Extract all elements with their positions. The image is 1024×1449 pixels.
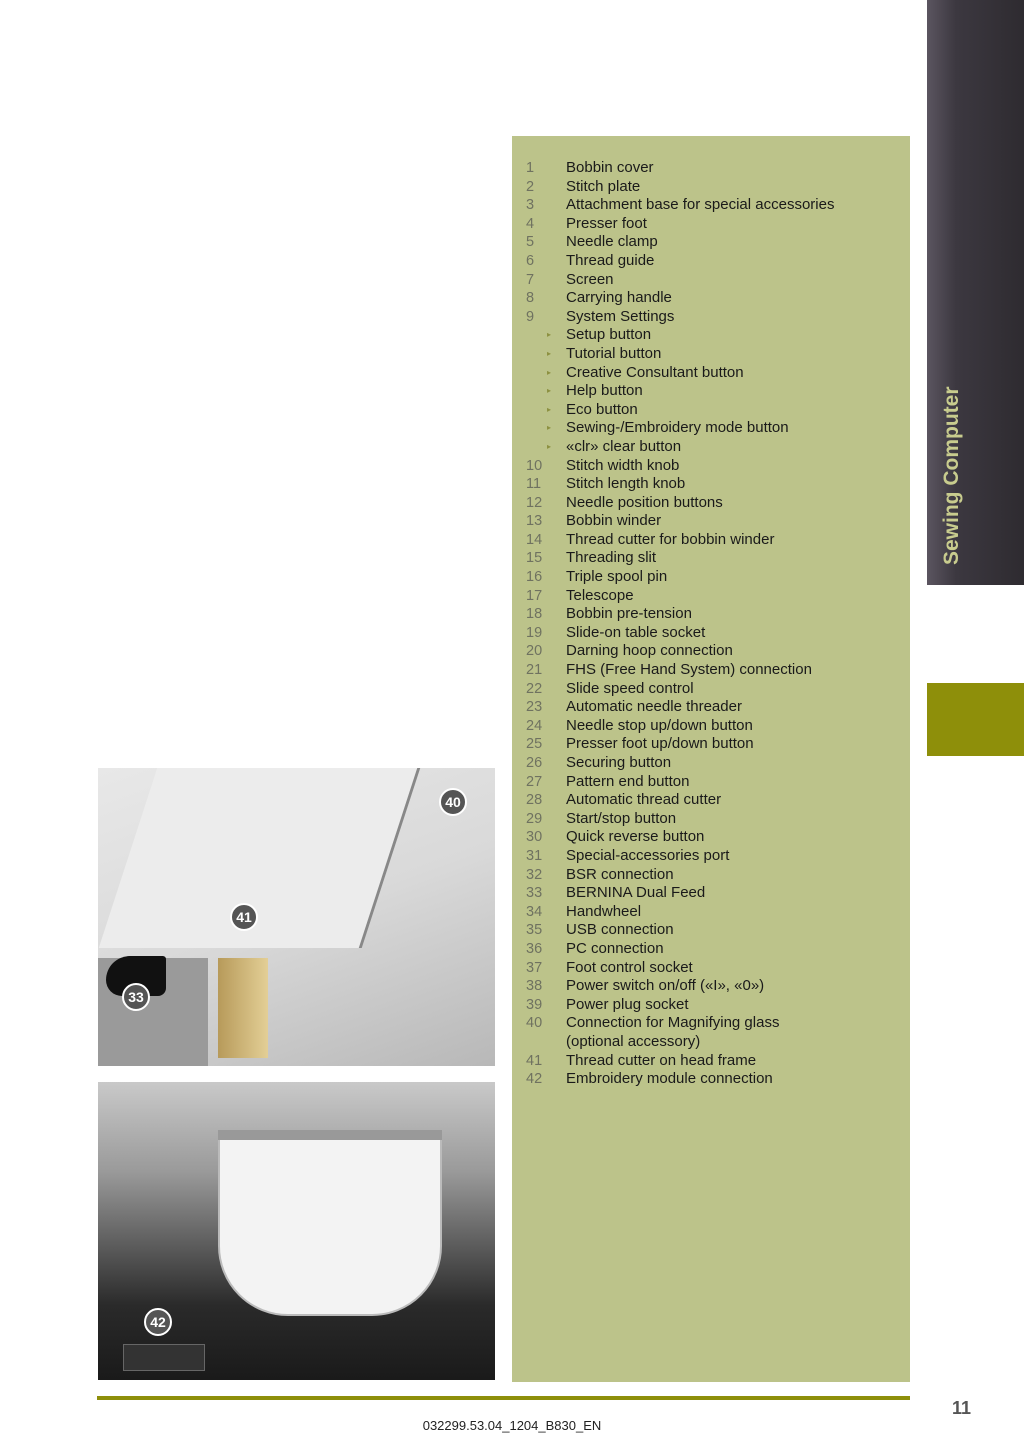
item-number: 21	[526, 662, 543, 679]
item-label: Embroidery module connection	[566, 1070, 773, 1088]
list-item	[526, 605, 910, 624]
item-number: 34	[526, 903, 543, 920]
list-item	[526, 438, 910, 457]
item-label: Power switch on/off («I», «0»)	[566, 977, 765, 995]
item-number: 2	[526, 178, 535, 195]
item-number: 13	[526, 513, 543, 530]
item-number: 26	[526, 755, 543, 771]
photo-machine-head	[98, 768, 495, 1066]
item-label: (optional accessory)	[566, 1032, 701, 1050]
item-number: 32	[526, 866, 543, 883]
list-item	[526, 326, 910, 345]
item-label: Eco button	[566, 400, 638, 418]
bullet-icon: ▸	[547, 348, 552, 358]
item-label: Triple spool pin	[566, 568, 668, 586]
callout-33: 33	[122, 983, 150, 1011]
list-item	[526, 624, 910, 643]
item-label: PC connection	[566, 939, 664, 957]
item-label: Darning hoop connection	[566, 642, 733, 660]
item-number: 3	[526, 197, 535, 214]
item-number: 36	[526, 940, 543, 957]
item-label: «clr» clear button	[566, 437, 682, 455]
item-label: Power plug socket	[566, 995, 689, 1013]
photo-embroidery-module	[98, 1082, 495, 1380]
list-item	[526, 680, 910, 699]
callout-42: 42	[144, 1308, 172, 1336]
item-label: Thread cutter on head frame	[566, 1051, 757, 1069]
list-item	[526, 1070, 910, 1089]
list-item	[526, 977, 910, 996]
item-number: 16	[526, 569, 543, 586]
item-number: 15	[526, 550, 543, 567]
list-item	[526, 921, 910, 940]
item-label: BSR connection	[566, 865, 674, 883]
bullet-icon: ▸	[547, 367, 552, 377]
list-item	[526, 791, 910, 810]
list-item	[526, 196, 910, 215]
item-label: USB connection	[566, 921, 674, 939]
item-label: Stitch plate	[566, 177, 641, 195]
item-label: Automatic needle threader	[566, 698, 742, 716]
item-number: 30	[526, 829, 543, 846]
list-item	[526, 717, 910, 736]
list-item	[526, 754, 910, 773]
callout-40: 40	[439, 788, 467, 816]
list-item	[526, 810, 910, 829]
item-number: 23	[526, 699, 543, 716]
item-number: 5	[526, 234, 535, 251]
list-item	[526, 289, 910, 308]
list-item	[526, 419, 910, 438]
item-number: 9	[526, 308, 535, 325]
list-item	[526, 178, 910, 197]
item-label: Sewing-/Embroidery mode button	[566, 419, 789, 437]
item-number: 25	[526, 736, 543, 753]
item-number: 10	[526, 457, 543, 474]
item-label: Bobbin cover	[566, 159, 654, 176]
item-number: 6	[526, 252, 535, 269]
item-label: Foot control socket	[566, 958, 693, 976]
list-item	[526, 345, 910, 364]
list-item	[526, 884, 910, 903]
page-number: 11	[952, 1398, 972, 1418]
list-item	[526, 457, 910, 476]
list-item	[526, 271, 910, 290]
item-number: 1	[526, 160, 535, 176]
list-item	[526, 847, 910, 866]
list-item	[526, 233, 910, 252]
list-item	[526, 401, 910, 420]
item-label: Presser foot up/down button	[566, 735, 754, 753]
list-item	[526, 996, 910, 1015]
item-label: Creative Consultant button	[566, 363, 744, 381]
item-label: Screen	[566, 270, 614, 288]
item-number: 29	[526, 810, 543, 827]
item-label: Special-accessories port	[566, 846, 730, 864]
item-label: Attachment base for special accessories	[566, 196, 835, 214]
list-item	[526, 308, 910, 327]
item-number: 39	[526, 996, 543, 1013]
item-number: 17	[526, 587, 543, 604]
item-number: 40	[526, 1015, 543, 1032]
item-label: BERNINA Dual Feed	[566, 884, 706, 902]
item-number: 7	[526, 271, 535, 288]
list-item	[526, 587, 910, 606]
list-item	[526, 661, 910, 680]
item-number: 12	[526, 494, 543, 511]
parts-list	[526, 159, 910, 1089]
item-label: Thread cutter for bobbin winder	[566, 530, 775, 548]
bullet-icon: ▸	[547, 404, 552, 414]
item-number: 41	[526, 1052, 543, 1069]
item-label: Tutorial button	[566, 344, 662, 362]
item-number: 27	[526, 773, 543, 790]
item-number: 14	[526, 531, 543, 548]
list-item	[526, 494, 910, 513]
list-item	[526, 828, 910, 847]
item-label: Help button	[566, 382, 643, 400]
item-number: 18	[526, 606, 543, 623]
list-item	[526, 903, 910, 922]
item-label: Automatic thread cutter	[566, 791, 722, 809]
list-item	[526, 959, 910, 978]
bullet-icon: ▸	[547, 423, 552, 433]
bullet-icon: ▸	[547, 386, 552, 396]
footer-rule	[97, 1396, 910, 1400]
item-number: 22	[526, 680, 543, 697]
item-label: Needle position buttons	[566, 493, 723, 511]
item-number: 8	[526, 290, 535, 307]
item-label: Handwheel	[566, 902, 642, 920]
item-label: Slide speed control	[566, 679, 694, 697]
section-tab-label: Sewing Computer	[940, 386, 963, 565]
item-label: Securing button	[566, 754, 672, 771]
item-label: Threading slit	[566, 549, 657, 567]
list-item	[526, 364, 910, 383]
parts-list-panel	[512, 136, 910, 1382]
item-label: Quick reverse button	[566, 828, 705, 846]
list-item	[526, 642, 910, 661]
item-label: Pattern end button	[566, 772, 690, 790]
list-item	[526, 698, 910, 717]
item-number: 28	[526, 792, 543, 809]
item-label: Carrying handle	[566, 289, 672, 307]
item-label: Slide-on table socket	[566, 623, 706, 641]
list-item	[526, 866, 910, 885]
item-number: 38	[526, 978, 543, 995]
item-number: 37	[526, 959, 543, 976]
item-number: 33	[526, 885, 543, 902]
list-item	[526, 475, 910, 494]
item-number: 42	[526, 1071, 543, 1088]
item-label: Bobbin pre-tension	[566, 605, 692, 623]
item-number: 35	[526, 922, 543, 939]
item-label: Stitch width knob	[566, 456, 680, 474]
list-item	[526, 549, 910, 568]
list-item	[526, 1014, 910, 1033]
item-label: Setup button	[566, 326, 652, 344]
list-item	[526, 568, 910, 587]
item-label: Connection for Magnifying glass	[566, 1014, 780, 1032]
item-label: Start/stop button	[566, 809, 677, 827]
item-label: Presser foot	[566, 214, 647, 232]
item-label: Needle clamp	[566, 233, 658, 251]
list-item	[526, 735, 910, 754]
item-label: Needle stop up/down button	[566, 716, 753, 734]
item-label: Bobbin winder	[566, 512, 662, 530]
section-marker	[927, 683, 1024, 756]
item-label: Stitch length knob	[566, 475, 686, 493]
document-code: 032299.53.04_1204_B830_EN	[422, 1418, 602, 1433]
list-item	[526, 252, 910, 271]
item-label: Thread guide	[566, 251, 655, 269]
item-number: 11	[526, 476, 542, 493]
list-item	[526, 382, 910, 401]
item-label: Telescope	[566, 586, 634, 604]
callout-41: 41	[230, 903, 258, 931]
list-item	[526, 1033, 910, 1052]
item-number: 24	[526, 717, 543, 734]
list-item	[526, 773, 910, 792]
list-item	[526, 159, 910, 178]
item-number: 19	[526, 624, 543, 641]
list-item	[526, 1052, 910, 1071]
bullet-icon: ▸	[547, 330, 552, 340]
bullet-icon: ▸	[547, 441, 552, 451]
list-item	[526, 531, 910, 550]
item-label: FHS (Free Hand System) connection	[566, 661, 812, 679]
item-number: 4	[526, 215, 535, 232]
item-number: 20	[526, 643, 543, 660]
item-label: System Settings	[566, 307, 675, 325]
list-item	[526, 215, 910, 234]
item-number: 31	[526, 847, 543, 864]
list-item	[526, 512, 910, 531]
list-item	[526, 940, 910, 959]
